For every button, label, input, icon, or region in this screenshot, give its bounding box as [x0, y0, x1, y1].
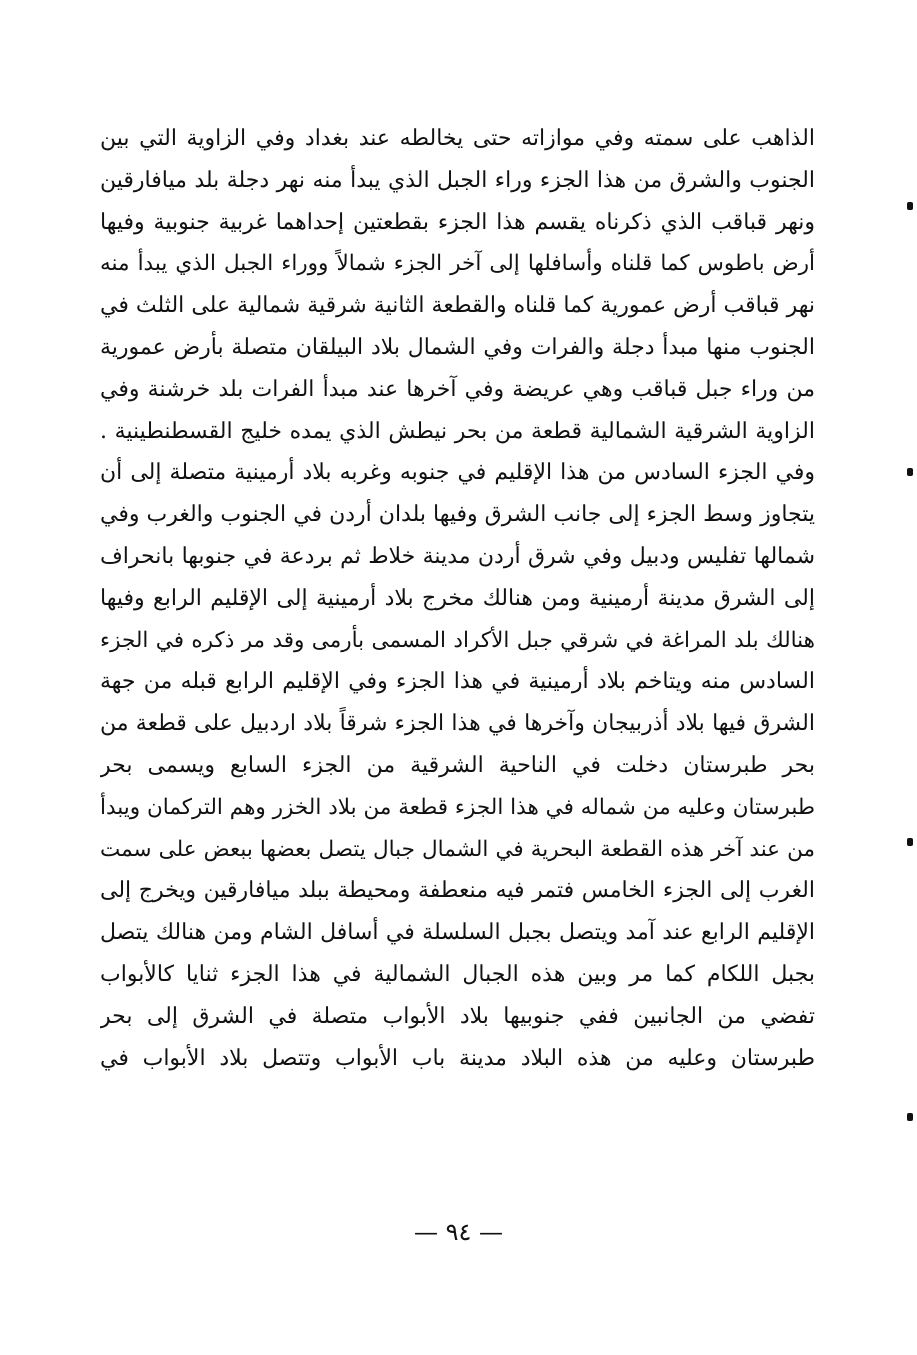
text-line: شمالها تفليس ودبيل وفي شرق أردن مدينة خلاط ثم بردعة في جنوبها بانحراف — [100, 543, 815, 569]
text-line: نهر قباقب أرض عمورية كما قلناه والقطعة الثانية شرقية شمالية على الثلث في — [100, 293, 815, 319]
text-line: من عند آخر هذه القطعة البحرية في الشمال جبال يتصل بعضها ببعض على سمت — [100, 836, 815, 862]
text-line: وفي الجزء السادس من هذا الإقليم في جنوبه وغربه بلاد أرمينية متصلة إلى أن — [100, 460, 815, 486]
text-line: الجنوب والشرق من هذا الجزء وراء الجبل الذي يبدأ منه نهر دجلة بلد ميافارقين — [100, 167, 815, 193]
text-line: طبرستان وعليه من هذه البلاد مدينة باب الأبواب وتتصل بلاد الأبواب في — [100, 1045, 815, 1071]
text-line: الزاوية الشرقية الشمالية قطعة من بحر نيطش الذي يمده خليج القسطنطينية . — [100, 418, 815, 444]
text-line: أرض باطوس كما قلناه وأسافلها إلى آخر الجزء شمالاً ووراء الجبل الذي يبدأ منه — [100, 251, 815, 277]
text-line: الذاهب على سمته وفي موازاته حتى يخالطه عند بغداد وفي الزاوية التي بين — [100, 126, 815, 151]
margin-mark — [907, 202, 913, 210]
text-line: بحر طبرستان دخلت في الناحية الشرقية من الجزء السابع ويسمى بحر — [100, 752, 815, 778]
text-line: هنالك بلد المراغة في شرقي جبل الأكراد المسمى بأرمى وقد مر ذكره في الجزء — [100, 627, 815, 653]
text-line: إلى الشرق مدينة أرمينية ومن هنالك مخرج بلاد أرمينية إلى الإقليم الرابع وفيها — [100, 585, 815, 611]
page-number: — ٩٤ — — [413, 1218, 504, 1246]
text-line: بجبل اللكام كما مر وبين هذه الجبال الشمالية في هذا الجزء ثنايا كالأبواب — [100, 961, 815, 987]
text-line: الغرب إلى الجزء الخامس فتمر فيه منعطفة ومحيطة ببلد ميافارقين ويخرج إلى — [100, 878, 815, 904]
text-line: يتجاوز وسط الجزء إلى جانب الشرق وفيها بلدان أردن في الجنوب والغرب وفي — [100, 502, 815, 528]
text-line: الجنوب منها مبدأ دجلة والفرات وفي الشمال بلاد البيلقان متصلة بأرض عمورية — [100, 334, 815, 360]
text-line: من وراء جبل قباقب وهي عريضة وفي آخرها عند مبدأ الفرات بلد خرشنة وفي — [100, 376, 815, 402]
body-text — [100, 118, 815, 1079]
text-line: ونهر قباقب الذي ذكرناه يقسم هذا الجزء بقطعتين إحداهما غربية جنوبية وفيها — [100, 209, 815, 235]
text-line: السادس منه ويتاخم بلاد أرمينية في هذا الجزء وفي الإقليم الرابع قبله من جهة — [100, 669, 815, 695]
text-line: تفضي من الجانبين ففي جنوبيها بلاد الأبواب متصلة في الشرق إلى بحر — [100, 1003, 815, 1029]
text-line: طبرستان وعليه من شماله في هذا الجزء قطعة من بلاد الخزر وهم التركمان ويبدأ — [100, 794, 815, 820]
margin-mark — [907, 1113, 913, 1121]
margin-mark — [907, 838, 913, 846]
margin-mark — [907, 468, 913, 476]
text-line: الإقليم الرابع عند آمد ويتصل بجبل السلسلة في أسافل الشام ومن هنالك يتصل — [100, 920, 815, 946]
text-line: الشرق فيها بلاد أذربيجان وآخرها في هذا الجزء شرقاً بلاد اردبيل على قطعة من — [100, 711, 815, 737]
